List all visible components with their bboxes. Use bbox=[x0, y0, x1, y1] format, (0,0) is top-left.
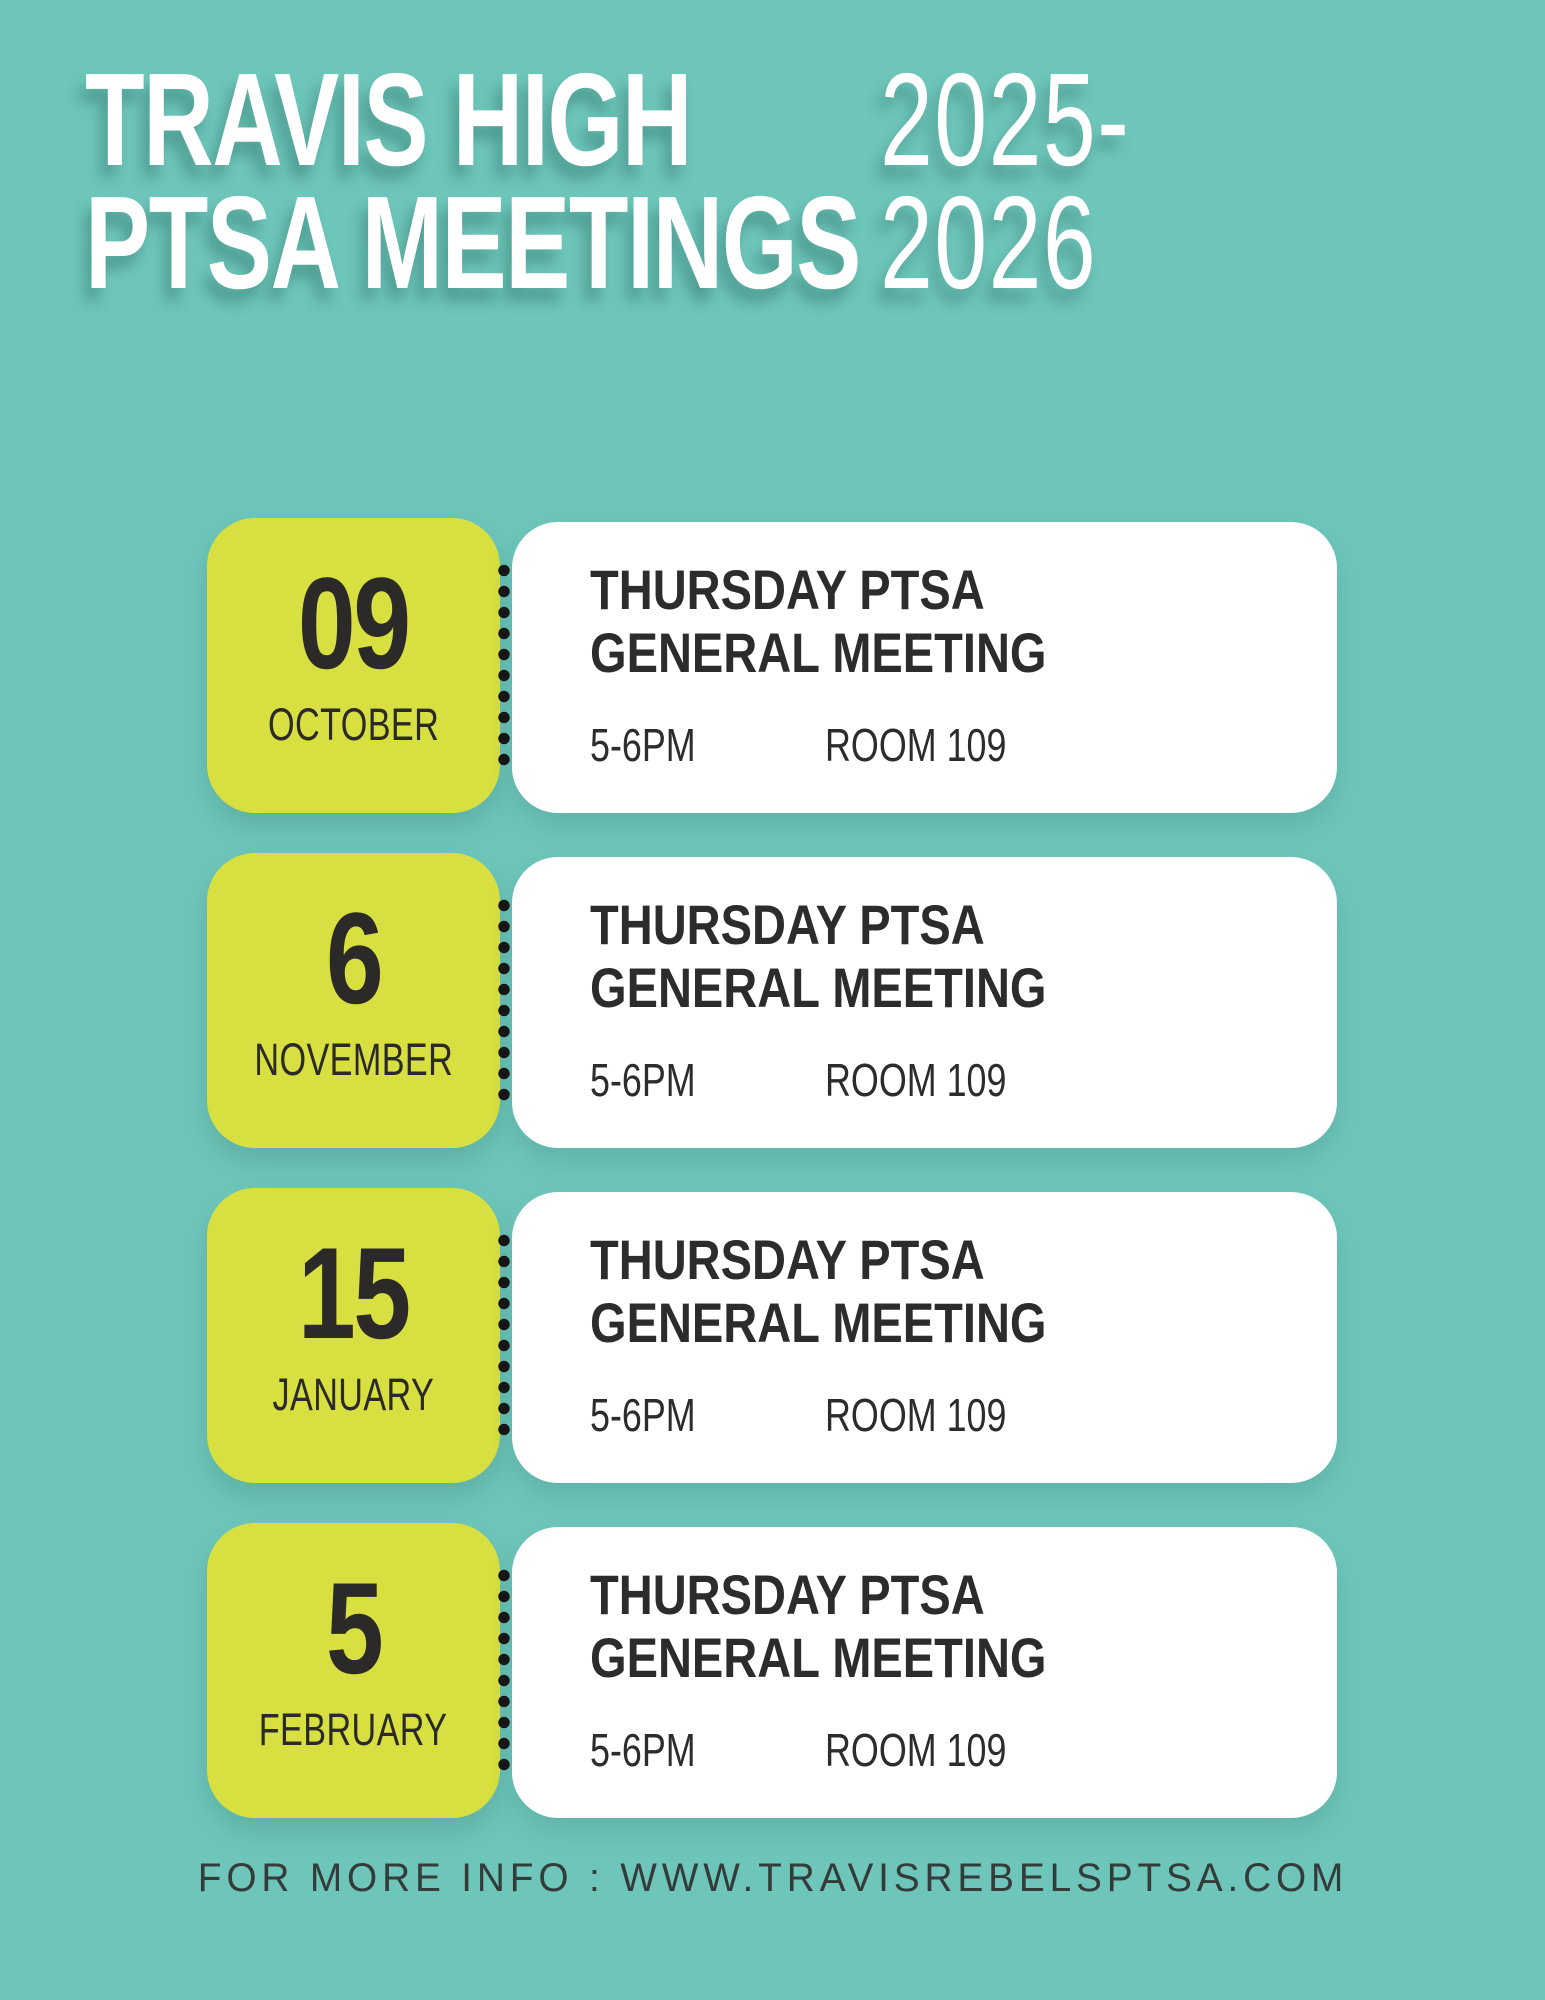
meeting-time: 5-6PM bbox=[590, 719, 696, 771]
meeting-room: ROOM 109 bbox=[825, 719, 1007, 771]
meeting-title-line-2: GENERAL MEETING bbox=[590, 1626, 1047, 1689]
meeting-time: 5-6PM bbox=[590, 1389, 696, 1441]
meeting-title-line-2: GENERAL MEETING bbox=[590, 956, 1047, 1019]
poster-title-line-1: TRAVIS HIGH bbox=[85, 46, 692, 193]
meeting-room: ROOM 109 bbox=[825, 1389, 1007, 1441]
meeting-title bbox=[590, 558, 1297, 684]
meeting-meta bbox=[590, 1053, 1297, 1108]
date-month: NOVEMBER bbox=[254, 1034, 453, 1085]
meeting-title-line-2: GENERAL MEETING bbox=[590, 1291, 1047, 1354]
school-year-line-1: 2025- bbox=[880, 46, 1131, 193]
date-badge bbox=[207, 518, 500, 813]
date-badge bbox=[207, 1188, 500, 1483]
meeting-title-line-2: GENERAL MEETING bbox=[590, 621, 1047, 684]
poster-title-line-2: PTSA MEETINGS bbox=[85, 169, 860, 316]
meeting-title-line-1: THURSDAY PTSA bbox=[590, 893, 985, 956]
meeting-details bbox=[512, 522, 1337, 813]
meeting-details bbox=[512, 1527, 1337, 1818]
meeting-meta bbox=[590, 1723, 1297, 1778]
meeting-meta bbox=[590, 718, 1297, 773]
meeting-card bbox=[207, 853, 1337, 1148]
dotted-divider bbox=[498, 1230, 510, 1440]
date-month: JANUARY bbox=[272, 1369, 435, 1420]
dotted-divider bbox=[498, 560, 510, 770]
dotted-divider bbox=[498, 895, 510, 1105]
date-badge bbox=[207, 853, 500, 1148]
date-day: 6 bbox=[325, 885, 382, 1031]
meeting-title-line-1: THURSDAY PTSA bbox=[590, 1563, 985, 1626]
meeting-title bbox=[590, 1563, 1297, 1689]
school-year-line-2: 2026 bbox=[880, 169, 1098, 316]
footer-text: FOR MORE INFO : WWW.TRAVISREBELSPTSA.COM bbox=[197, 1856, 1348, 1900]
meeting-title bbox=[590, 893, 1297, 1019]
meeting-details bbox=[512, 1192, 1337, 1483]
meeting-title-line-1: THURSDAY PTSA bbox=[590, 1228, 985, 1291]
header bbox=[0, 46, 1545, 388]
date-day: 15 bbox=[298, 1220, 409, 1366]
meeting-card bbox=[207, 1523, 1337, 1818]
date-badge bbox=[207, 1523, 500, 1818]
date-month: OCTOBER bbox=[267, 699, 440, 750]
meeting-title-line-1: THURSDAY PTSA bbox=[590, 558, 985, 621]
meeting-card bbox=[207, 1188, 1337, 1483]
footer bbox=[0, 1856, 1545, 1901]
meeting-room: ROOM 109 bbox=[825, 1724, 1007, 1776]
meeting-time: 5-6PM bbox=[590, 1724, 696, 1776]
date-day: 5 bbox=[325, 1555, 382, 1701]
meeting-details bbox=[512, 857, 1337, 1148]
meeting-time: 5-6PM bbox=[590, 1054, 696, 1106]
meeting-card bbox=[207, 518, 1337, 813]
meeting-room: ROOM 109 bbox=[825, 1054, 1007, 1106]
date-month: FEBRUARY bbox=[259, 1704, 448, 1755]
meeting-meta bbox=[590, 1388, 1297, 1443]
dotted-divider bbox=[498, 1565, 510, 1775]
meeting-title bbox=[590, 1228, 1297, 1354]
date-day: 09 bbox=[298, 550, 409, 696]
school-year bbox=[880, 46, 1228, 316]
